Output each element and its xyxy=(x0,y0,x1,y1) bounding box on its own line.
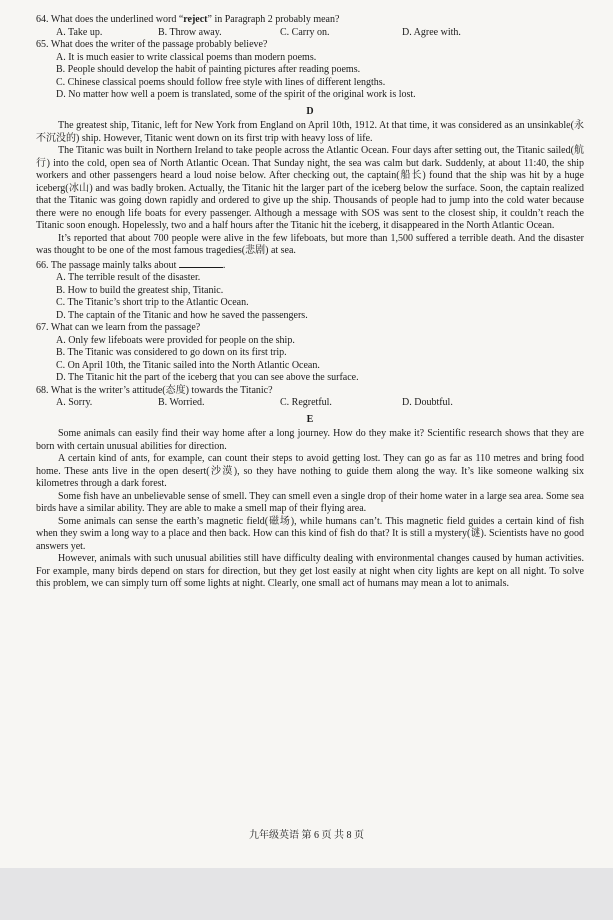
passage-d-paragraph: The Titanic was built in Northern Ireland to take people across the Atlantic Ocean. Four days after setting out, the Titanic sailed(航行) into the cold, open sea of North Atlantic Ocean. That Sunday night, the sea was calm but dark. Suddenly, at about 11:40, the ship workers and other passengers heard a loud noise below. After checking out, the captain(船长) found that the ship was hit by a huge iceberg(冰山) and was badly broken. Actually, the Titanic hit the larger part of the iceberg below the surface. Soon, the captain realized that the Titanic was going down rapidly and ordered to give up the ship. Thousands of people had to jump into the cold water because there were no enough life boats for every passenger. Although a message with SOS was sent to the closest ship, it couldn’t reach the Titanic soon enough. Hopelessly, two and a half hours after the Titanic hit the iceberg, it disappeared in the North Atlantic Ocean. xyxy=(36,145,584,231)
passage-e-paragraph: A certain kind of ants, for example, can count their steps to avoid getting lost. They can go as far as 110 metres and bring food home. These ants live in the open desert(沙漠), so they have nothing to guide them along the way. It’s like someone walking six kilometres through a dark forest. xyxy=(36,453,584,489)
option-b: B. Worried. xyxy=(158,397,205,408)
option-b: B. The Titanic was considered to go down on its first trip. xyxy=(56,347,287,358)
bottom-margin xyxy=(0,868,613,920)
underlined-word: reject xyxy=(183,14,208,25)
option-d: D. Doubtful. xyxy=(402,397,453,408)
option-a: A. Only few lifeboats were provided for people on the ship. xyxy=(56,334,295,346)
option-c: C. Chinese classical poems should follow free style with lines of different lengths. xyxy=(56,76,386,88)
option-a: A. The terrible result of the disaster. xyxy=(56,272,201,283)
question-67-stem: 67. What can we learn from the passage? xyxy=(36,322,201,333)
answer-blank xyxy=(179,258,223,268)
option-c: C. Regretful. xyxy=(280,397,332,408)
question-66-stem: 66. The passage mainly talks about . xyxy=(36,259,226,271)
option-a: A. Take up. xyxy=(56,26,103,38)
question-68-stem: 68. What is the writer’s attitude(态度) towards the Titanic? xyxy=(36,384,273,396)
option-b: B. How to build the greatest ship, Titanic. xyxy=(56,284,224,296)
option-b: B. People should develop the habit of painting pictures after reading poems. xyxy=(56,64,361,75)
passage-e-paragraph: Some animals can sense the earth’s magnetic field(磁场), while humans can’t. This magnetic field guides a certain kind of fish when they swim a long way to a place and then back. How can this kind of fish do that? It is still a mystery(谜). Scientists have no good answers yet. xyxy=(36,515,584,552)
question-64-stem: 64. What does the underlined word “reject” in Paragraph 2 probably mean? xyxy=(36,14,340,25)
passage-d-paragraph: The greatest ship, Titanic, left for New York from England on April 10th, 1912. At that time, it was considered as an unsinkable(永不沉没的) ship. However, Titanic went down on its first trip with heavy loss of life. xyxy=(36,120,584,144)
page-footer: 九年级英语 第 6 页 共 8 页 xyxy=(249,830,364,841)
option-c: C. Carry on. xyxy=(280,26,330,38)
option-a: A. It is much easier to write classical poems than modern poems. xyxy=(56,51,317,63)
passage-e-paragraph: Some animals can easily find their way home after a long journey. How do they make it? Scientific research shows that they are born with certain unusual abilities for direction. xyxy=(36,428,584,452)
option-c: C. On April 10th, the Titanic sailed into the North Atlantic Ocean. xyxy=(56,359,320,371)
passage-e-paragraph: However, animals with such unusual abilities still have difficulty dealing with environmental changes caused by human activities. For example, many birds depend on stars for direction, but they get lost easily at night when city lights are kept on all night. To solve this problem, we can simply turn off some lights at night. Clearly, one small act of humans may mean a lot to animals. xyxy=(36,553,584,589)
option-d: D. The captain of the Titanic and how he saved the passengers. xyxy=(56,309,308,321)
option-c: C. The Titanic’s short trip to the Atlantic Ocean. xyxy=(56,297,249,308)
option-d: D. Agree with. xyxy=(402,26,461,38)
question-68-options xyxy=(56,397,584,410)
option-b: B. Throw away. xyxy=(158,26,222,38)
section-d-title: D xyxy=(306,105,314,117)
exam-content xyxy=(36,14,584,591)
passage-e-paragraph: Some fish have an unbelievable sense of smell. They can smell even a single drop of their home water in a large sea area. Some sea birds have a similar ability. They are able to make a smell map of their flying area. xyxy=(36,490,584,514)
option-d: D. No matter how well a poem is translated, some of the spirit of the original work is lost. xyxy=(56,89,416,100)
passage-d-paragraph: It’s reported that about 700 people were alive in the few lifeboats, but more than 1,500 suffered a terrible death. And the disaster was thought to be one of the most famous tragedies(悲剧) at sea. xyxy=(36,232,584,256)
option-d: D. The Titanic hit the part of the iceberg that you can see above the surface. xyxy=(56,372,359,383)
section-e-title: E xyxy=(306,413,314,425)
question-64-options xyxy=(56,27,584,40)
question-65-stem: 65. What does the writer of the passage probably believe? xyxy=(36,39,268,50)
option-a: A. Sorry. xyxy=(56,397,93,408)
